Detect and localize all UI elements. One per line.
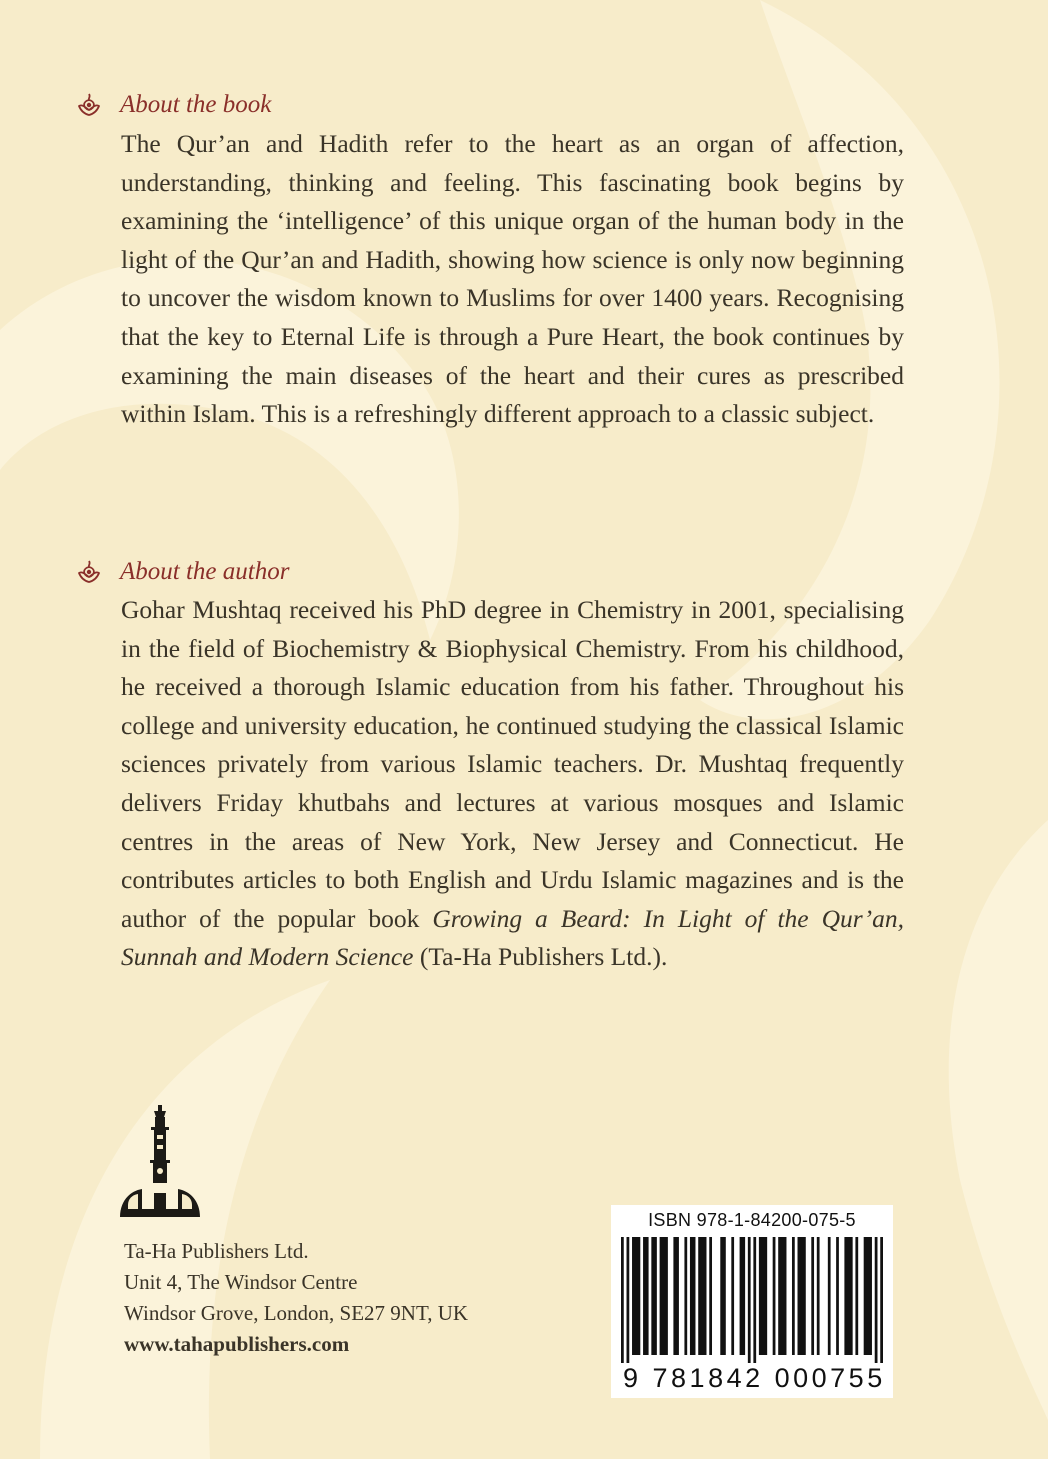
barcode-bars	[621, 1237, 883, 1363]
barcode-bar	[651, 1237, 657, 1355]
referenced-book-title: Growing a Beard: In Light of the Qur’an, Sunnah and Modern Science	[121, 903, 904, 972]
barcode-bar	[778, 1237, 786, 1355]
barcode-bar	[690, 1237, 696, 1355]
isbn-barcode-box	[611, 1205, 893, 1398]
barcode-bar	[698, 1237, 706, 1355]
barcode-bar	[864, 1237, 872, 1355]
barcode-bar	[720, 1237, 726, 1355]
about-book-heading: About the book	[120, 91, 272, 118]
about-book-paragraph: The Qur’an and Hadith refer to the heart as an organ of affection, understanding, thinking and feeling. This fascinating book begins by examining the ‘intelligence’ of this unique organ of the human body in the light of the Qur’an and Hadith, showing how science is only now beginning to uncover the wisdom known to Muslims for over 1400 years. Recognising that the key to Eternal Life is through a Pure Heart, the book continues by examining the main diseases of the heart and their cures as prescribed within Islam. This is a refreshingly different approach to a classic subject.	[121, 129, 904, 429]
publisher-name: Ta-Ha Publishers Ltd.	[124, 1239, 309, 1263]
address-line-1: Unit 4, The Windsor Centre	[124, 1270, 358, 1294]
barcode-bar	[759, 1237, 767, 1355]
isbn-number: ISBN 978-1-84200-075-5	[648, 1210, 856, 1230]
barcode-bar	[844, 1237, 852, 1355]
address-line-2: Windsor Grove, London, SE27 9NT, UK	[124, 1301, 469, 1325]
barcode-bar	[875, 1237, 878, 1363]
barcode-bar	[740, 1237, 746, 1355]
barcode-bar	[811, 1237, 814, 1355]
fleuron-icon	[76, 559, 102, 585]
about-author-header	[76, 558, 289, 586]
barcode-bar	[627, 1237, 630, 1363]
publisher-address	[124, 1236, 468, 1360]
fleuron-icon	[76, 92, 102, 118]
about-book-header	[76, 91, 271, 119]
barcode-bar	[773, 1237, 776, 1355]
barcode-bar	[673, 1237, 679, 1355]
about-author-heading: About the author	[120, 558, 290, 585]
publisher-website: www.tahapublishers.com	[124, 1332, 350, 1356]
about-author-paragraph	[121, 591, 904, 977]
barcode-bar	[855, 1237, 858, 1355]
minaret-logo	[118, 1105, 202, 1217]
barcode-bar	[731, 1237, 734, 1355]
barcode-bar	[709, 1237, 712, 1355]
barcode-bar	[748, 1237, 751, 1363]
barcode-digits: 9 781842 000755	[623, 1363, 886, 1393]
barcode-bar	[753, 1237, 756, 1363]
barcode-bar	[621, 1237, 624, 1363]
barcode-bar	[643, 1237, 649, 1355]
barcode-bar	[836, 1237, 839, 1355]
barcode-bar	[660, 1237, 668, 1355]
barcode-bar	[817, 1237, 820, 1355]
about-author-text	[121, 591, 904, 977]
about-author-text-end: (Ta-Ha Publishers Ltd.).	[413, 942, 668, 972]
barcode-bar	[880, 1237, 883, 1363]
about-author-text-main: Gohar Mushtaq received his PhD degree in Chemistry in 2001, specialising in the field of Biochemistry & Biophysical Chemistry. From his childhood, he received a thorough Islamic education from his father. Throughout his college and university education, he continued studying the classical Islamic sciences privately from various Islamic teachers. Dr. Mushtaq frequently delivers Friday khutbahs and lectures at various mosques and Islamic centres in the areas of New York, New Jersey and Connecticut. He contributes articles to both English and Urdu Islamic magazines and is the author of the popular book	[121, 595, 904, 933]
about-book-text	[121, 125, 904, 434]
barcode-bar	[798, 1237, 806, 1355]
barcode-bar	[828, 1237, 831, 1355]
barcode-bar	[792, 1237, 795, 1355]
barcode-bar	[632, 1237, 640, 1355]
barcode-bar	[684, 1237, 687, 1355]
